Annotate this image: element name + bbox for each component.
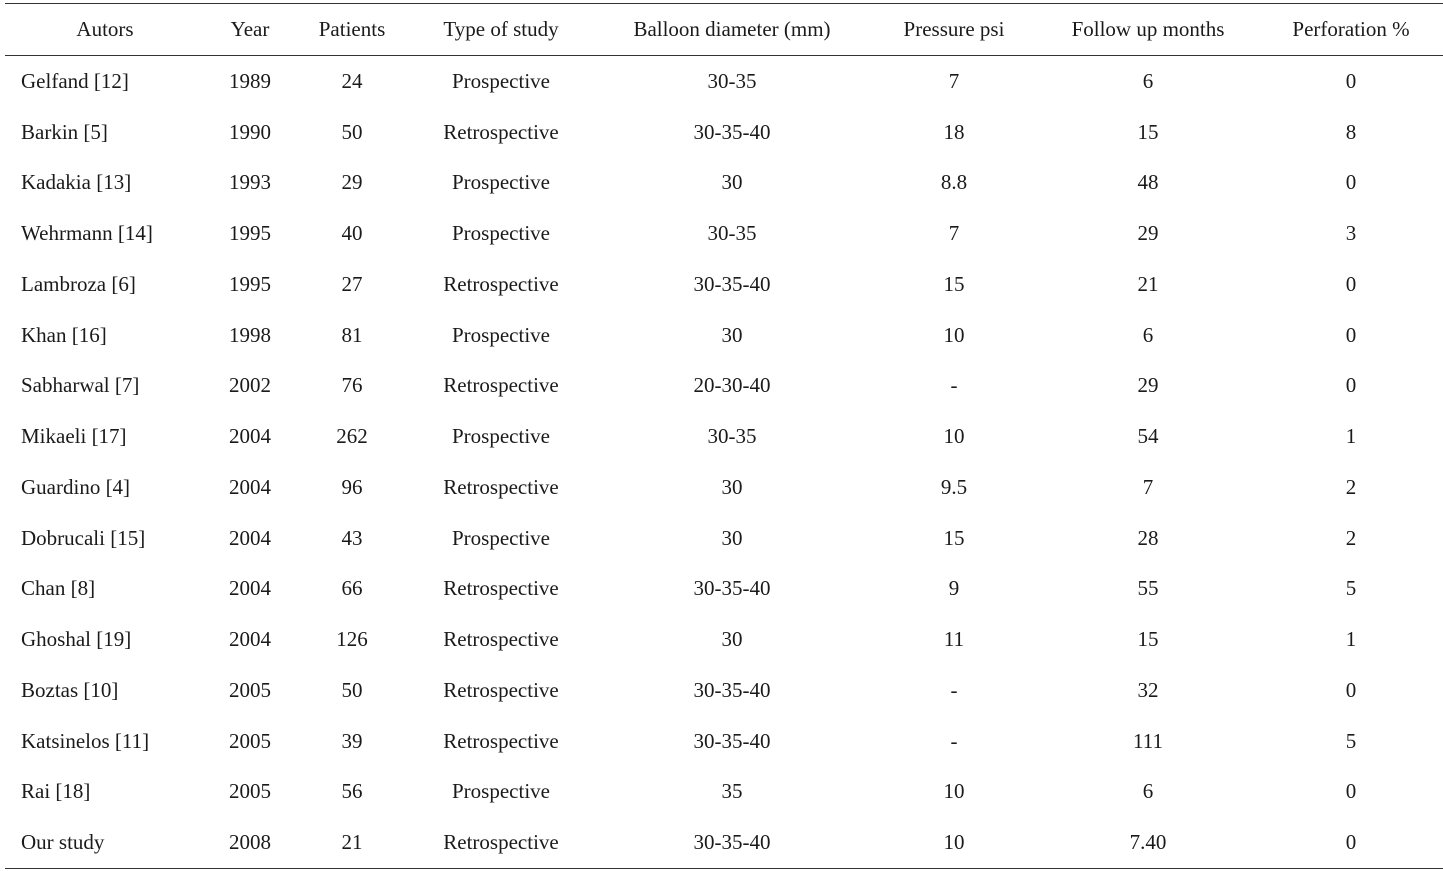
cell-follow-up: 7.40 bbox=[1129, 830, 1167, 855]
cell-perforation: 0 bbox=[1345, 322, 1357, 347]
table-row bbox=[5, 716, 1443, 767]
header-balloon-diameter: Balloon diameter (mm) bbox=[633, 17, 831, 41]
cell-year: 1993 bbox=[229, 170, 271, 195]
cell-year: 1995 bbox=[229, 221, 271, 246]
cell-patients: 39 bbox=[341, 728, 363, 753]
cell-balloon-diameter: 30-35-40 bbox=[693, 677, 771, 702]
cell-study-type: Prospective bbox=[452, 779, 550, 804]
cell-follow-up: 6 bbox=[1142, 68, 1154, 93]
cell-author: Katsinelos [11] bbox=[21, 728, 150, 753]
cell-author: Dobrucali [15] bbox=[21, 525, 146, 550]
table-row bbox=[5, 767, 1443, 818]
cell-perforation: 5 bbox=[1345, 576, 1357, 601]
cell-year: 1990 bbox=[229, 119, 271, 144]
cell-pressure: - bbox=[950, 373, 958, 398]
cell-follow-up: 29 bbox=[1137, 373, 1159, 398]
cell-follow-up: 21 bbox=[1137, 271, 1159, 296]
cell-author: Sabharwal [7] bbox=[21, 373, 140, 398]
cell-patients: 81 bbox=[341, 322, 363, 347]
cell-balloon-diameter: 30 bbox=[721, 322, 743, 347]
cell-patients: 43 bbox=[341, 525, 363, 550]
cell-study-type: Retrospective bbox=[443, 627, 559, 652]
cell-study-type: Prospective bbox=[452, 221, 550, 246]
cell-pressure: 10 bbox=[943, 779, 965, 804]
cell-year: 2002 bbox=[229, 373, 271, 398]
cell-author: Our study bbox=[21, 830, 105, 855]
comparison-table-container bbox=[5, 3, 1443, 869]
cell-balloon-diameter: 30-35 bbox=[707, 221, 757, 246]
cell-author: Guardino [4] bbox=[21, 474, 131, 499]
table-row bbox=[5, 817, 1443, 868]
cell-year: 2005 bbox=[229, 779, 271, 804]
cell-follow-up: 15 bbox=[1137, 119, 1159, 144]
cell-balloon-diameter: 30-35-40 bbox=[693, 728, 771, 753]
cell-study-type: Retrospective bbox=[443, 728, 559, 753]
cell-follow-up: 6 bbox=[1142, 322, 1154, 347]
table-row bbox=[5, 614, 1443, 665]
cell-pressure: 9.5 bbox=[940, 474, 968, 499]
cell-study-type: Retrospective bbox=[443, 119, 559, 144]
cell-study-type: Retrospective bbox=[443, 677, 559, 702]
cell-year: 1998 bbox=[229, 322, 271, 347]
cell-patients: 29 bbox=[341, 170, 363, 195]
cell-author: Chan [8] bbox=[21, 576, 96, 601]
cell-author: Wehrmann [14] bbox=[21, 221, 153, 246]
cell-patients: 262 bbox=[336, 424, 368, 449]
cell-perforation: 0 bbox=[1345, 271, 1357, 296]
cell-patients: 27 bbox=[341, 271, 363, 296]
cell-pressure: 7 bbox=[948, 221, 960, 246]
cell-patients: 56 bbox=[341, 779, 363, 804]
cell-study-type: Retrospective bbox=[443, 373, 559, 398]
cell-patients: 96 bbox=[341, 474, 363, 499]
cell-balloon-diameter: 30 bbox=[721, 627, 743, 652]
cell-pressure: 8.8 bbox=[940, 170, 968, 195]
cell-pressure: 18 bbox=[943, 119, 965, 144]
cell-perforation: 0 bbox=[1345, 677, 1357, 702]
cell-author: Gelfand [12] bbox=[21, 68, 129, 93]
cell-balloon-diameter: 30-35-40 bbox=[693, 119, 771, 144]
table-row bbox=[5, 158, 1443, 209]
cell-pressure: - bbox=[950, 677, 958, 702]
cell-study-type: Retrospective bbox=[443, 271, 559, 296]
cell-pressure: 10 bbox=[943, 322, 965, 347]
header-row bbox=[5, 4, 1443, 56]
cell-perforation: 0 bbox=[1345, 830, 1357, 855]
table-row bbox=[5, 513, 1443, 564]
cell-author: Barkin [5] bbox=[21, 119, 108, 144]
cell-balloon-diameter: 30 bbox=[721, 170, 743, 195]
cell-perforation: 1 bbox=[1345, 627, 1357, 652]
cell-study-type: Prospective bbox=[452, 322, 550, 347]
cell-follow-up: 32 bbox=[1137, 677, 1159, 702]
cell-pressure: 10 bbox=[943, 424, 965, 449]
cell-balloon-diameter: 20-30-40 bbox=[693, 373, 771, 398]
cell-follow-up: 29 bbox=[1137, 221, 1159, 246]
cell-pressure: 7 bbox=[948, 68, 960, 93]
cell-year: 2005 bbox=[229, 677, 271, 702]
cell-perforation: 1 bbox=[1345, 424, 1357, 449]
cell-study-type: Prospective bbox=[452, 68, 550, 93]
cell-balloon-diameter: 30-35-40 bbox=[693, 271, 771, 296]
cell-pressure: 9 bbox=[948, 576, 960, 601]
header-follow-up: Follow up months bbox=[1071, 17, 1225, 41]
cell-perforation: 8 bbox=[1345, 119, 1357, 144]
comparison-table bbox=[5, 3, 1443, 869]
cell-pressure: 11 bbox=[943, 627, 965, 652]
cell-study-type: Retrospective bbox=[443, 576, 559, 601]
table-row bbox=[5, 259, 1443, 310]
cell-author: Boztas [10] bbox=[21, 677, 119, 702]
header-study-type: Type of study bbox=[443, 17, 559, 41]
cell-year: 1995 bbox=[229, 271, 271, 296]
table-row bbox=[5, 462, 1443, 513]
cell-year: 2008 bbox=[229, 830, 271, 855]
cell-perforation: 2 bbox=[1345, 474, 1357, 499]
table-row bbox=[5, 208, 1443, 259]
cell-patients: 50 bbox=[341, 677, 363, 702]
cell-follow-up: 48 bbox=[1137, 170, 1159, 195]
cell-year: 2005 bbox=[229, 728, 271, 753]
cell-study-type: Retrospective bbox=[443, 474, 559, 499]
cell-perforation: 3 bbox=[1345, 221, 1357, 246]
cell-study-type: Prospective bbox=[452, 170, 550, 195]
cell-study-type: Prospective bbox=[452, 424, 550, 449]
header-perforation: Perforation % bbox=[1292, 17, 1410, 41]
cell-balloon-diameter: 30 bbox=[721, 474, 743, 499]
cell-year: 2004 bbox=[229, 525, 271, 550]
cell-study-type: Prospective bbox=[452, 525, 550, 550]
cell-follow-up: 28 bbox=[1137, 525, 1159, 550]
cell-author: Lambroza [6] bbox=[21, 271, 136, 296]
cell-follow-up: 111 bbox=[1133, 728, 1163, 753]
cell-follow-up: 15 bbox=[1137, 627, 1159, 652]
cell-author: Khan [16] bbox=[21, 322, 107, 347]
cell-perforation: 2 bbox=[1345, 525, 1357, 550]
table-row bbox=[5, 411, 1443, 462]
table-row bbox=[5, 310, 1443, 361]
cell-perforation: 0 bbox=[1345, 779, 1357, 804]
cell-patients: 40 bbox=[341, 221, 363, 246]
cell-balloon-diameter: 35 bbox=[721, 779, 743, 804]
table-row bbox=[5, 107, 1443, 158]
cell-author: Mikaeli [17] bbox=[21, 424, 127, 449]
cell-pressure: 10 bbox=[943, 830, 965, 855]
cell-year: 2004 bbox=[229, 474, 271, 499]
table-body bbox=[5, 56, 1443, 869]
header-pressure: Pressure psi bbox=[903, 17, 1005, 41]
cell-follow-up: 54 bbox=[1137, 424, 1159, 449]
cell-balloon-diameter: 30-35 bbox=[707, 424, 757, 449]
cell-balloon-diameter: 30-35 bbox=[707, 68, 757, 93]
cell-perforation: 0 bbox=[1345, 68, 1357, 93]
header-patients: Patients bbox=[318, 17, 386, 41]
header-year: Year bbox=[230, 17, 270, 41]
header-authors: Autors bbox=[76, 17, 134, 41]
table-row bbox=[5, 665, 1443, 716]
cell-perforation: 5 bbox=[1345, 728, 1357, 753]
cell-pressure: 15 bbox=[943, 525, 965, 550]
cell-follow-up: 7 bbox=[1142, 474, 1154, 499]
cell-follow-up: 55 bbox=[1137, 576, 1159, 601]
cell-study-type: Retrospective bbox=[443, 830, 559, 855]
cell-author: Rai [18] bbox=[21, 779, 91, 804]
cell-balloon-diameter: 30 bbox=[721, 525, 743, 550]
cell-patients: 24 bbox=[341, 68, 363, 93]
table-header bbox=[5, 4, 1443, 56]
cell-pressure: - bbox=[950, 728, 958, 753]
cell-year: 2004 bbox=[229, 627, 271, 652]
cell-patients: 50 bbox=[341, 119, 363, 144]
cell-author: Ghoshal [19] bbox=[21, 627, 132, 652]
cell-patients: 76 bbox=[341, 373, 363, 398]
table-row bbox=[5, 56, 1443, 107]
cell-year: 1989 bbox=[229, 68, 271, 93]
cell-year: 2004 bbox=[229, 424, 271, 449]
cell-patients: 126 bbox=[336, 627, 368, 652]
cell-patients: 66 bbox=[341, 576, 363, 601]
cell-follow-up: 6 bbox=[1142, 779, 1154, 804]
cell-year: 2004 bbox=[229, 576, 271, 601]
cell-patients: 21 bbox=[341, 830, 363, 855]
cell-balloon-diameter: 30-35-40 bbox=[693, 576, 771, 601]
table-row bbox=[5, 361, 1443, 412]
cell-author: Kadakia [13] bbox=[21, 170, 132, 195]
cell-perforation: 0 bbox=[1345, 170, 1357, 195]
cell-perforation: 0 bbox=[1345, 373, 1357, 398]
table-row bbox=[5, 564, 1443, 615]
cell-balloon-diameter: 30-35-40 bbox=[693, 830, 771, 855]
cell-pressure: 15 bbox=[943, 271, 965, 296]
